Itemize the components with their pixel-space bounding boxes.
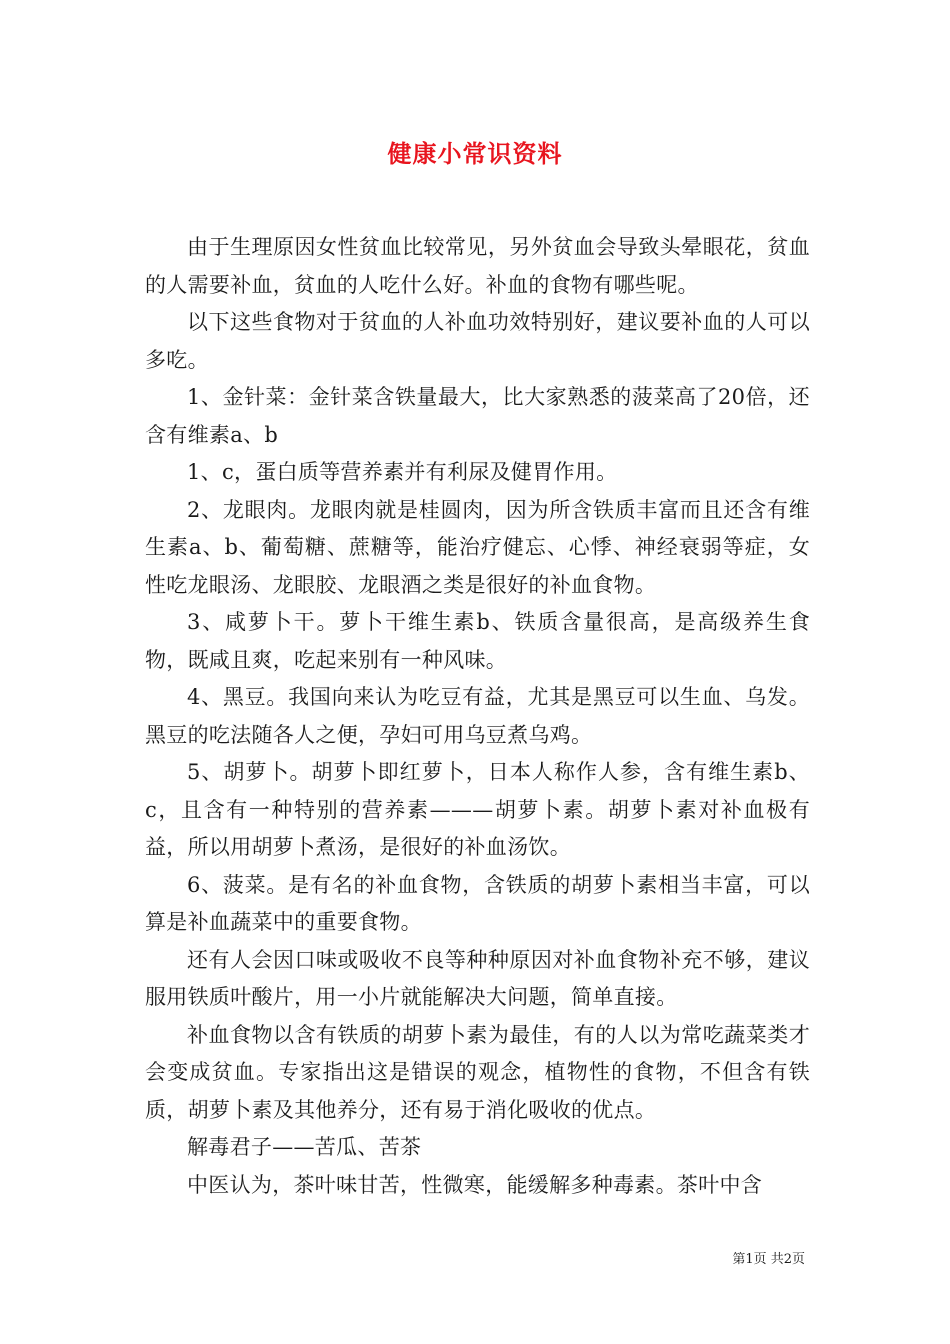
document-title: 健康小常识资料	[387, 139, 563, 168]
paragraph-3: 1、金针菜：金针菜含铁量最大，比大家熟悉的菠菜高了20倍，还含有维素a、b	[145, 385, 810, 447]
paragraph-7: 4、黑豆。我国向来认为吃豆有益，尤其是黑豆可以生血、乌发。黑豆的吃法随各人之便，孕妇可用乌豆煮乌鸡。	[145, 685, 810, 747]
paragraph-8: 5、胡萝卜。胡萝卜即红萝卜，日本人称作人参，含有维生素b、c，且含有一种特别的营养素———胡萝卜素。胡萝卜素对补血极有益，所以用胡萝卜煮汤，是很好的补血汤饮。	[145, 760, 810, 859]
paragraph-6: 3、咸萝卜干。萝卜干维生素b、铁质含量很高，是高级养生食物，既咸且爽，吃起来别有一种风味。	[145, 610, 810, 672]
paragraph-13: 中医认为，茶叶味甘苦，性微寒，能缓解多种毒素。茶叶中含	[187, 1172, 763, 1197]
paragraph-10: 还有人会因口味或吸收不良等种种原因对补血食物补充不够，建议服用铁质叶酸片，用一小片就能解决大问题，简单直接。	[145, 947, 810, 1009]
paragraph-5: 2、龙眼肉。龙眼肉就是桂圆肉，因为所含铁质丰富而且还含有维生素a、b、葡萄糖、蔗糖等，能治疗健忘、心悸、神经衰弱等症，女性吃龙眼汤、龙眼胶、龙眼酒之类是很好的补血食物。	[145, 497, 810, 597]
paragraph-11: 补血食物以含有铁质的胡萝卜素为最佳，有的人以为常吃蔬菜类才会变成贫血。专家指出这是错误的观念，植物性的食物，不但含有铁质，胡萝卜素及其他养分，还有易于消化吸收的优点。	[145, 1022, 810, 1122]
document-body	[145, 229, 810, 1204]
paragraph-4: 1、c，蛋白质等营养素并有利尿及健胃作用。	[187, 460, 618, 484]
paragraph-1: 由于生理原因女性贫血比较常见，另外贫血会导致头晕眼花，贫血的人需要补血，贫血的人吃什么好。补血的食物有哪些呢。	[145, 235, 810, 297]
paragraph-9: 6、菠菜。是有名的补血食物，含铁质的胡萝卜素相当丰富，可以算是补血蔬菜中的重要食物。	[145, 872, 810, 934]
paragraph-12: 解毒君子——苦瓜、苦茶	[187, 1135, 422, 1159]
paragraph-2: 以下这些食物对于贫血的人补血功效特别好，建议要补血的人可以多吃。	[145, 310, 810, 372]
page-number-footer: 第1页 共2页	[732, 1252, 805, 1267]
